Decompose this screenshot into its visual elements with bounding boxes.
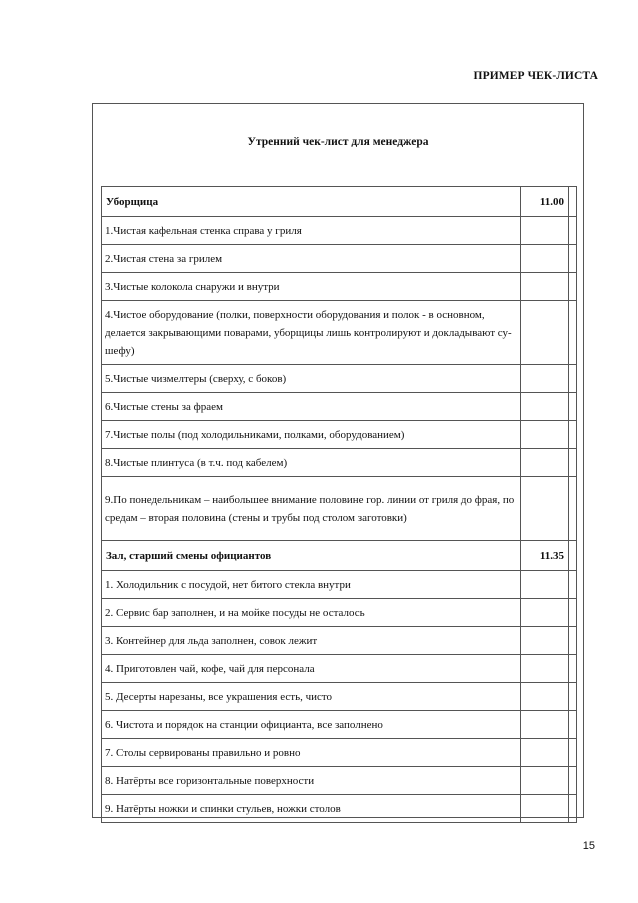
check-cell: [569, 739, 577, 767]
checklist-row: [102, 599, 577, 627]
check-cell: [569, 795, 577, 823]
mark-cell: [521, 393, 569, 421]
checklist-item: 1. Холодильник с посудой, нет битого стекла внутри: [102, 571, 521, 599]
section-row-hall: [102, 541, 577, 571]
checklist-row: [102, 627, 577, 655]
section-time: 11.00: [521, 187, 569, 217]
checklist-item: 2.Чистая стена за грилем: [102, 245, 521, 273]
check-cell: [569, 541, 577, 571]
mark-cell: [521, 683, 569, 711]
checklist-item: 9.По понедельникам – наибольшее внимание половине гор. линии от гриля до фрая, по средам – вторая половина (стены и трубы под столом заготовки): [102, 477, 521, 541]
checklist-row: [102, 767, 577, 795]
section-title: Зал, старший смены официантов: [102, 541, 521, 571]
mark-cell: [521, 599, 569, 627]
checklist-item: 5. Десерты нарезаны, все украшения есть, чисто: [102, 683, 521, 711]
check-cell: [569, 187, 577, 217]
checklist-card: [92, 103, 584, 818]
checklist-title: Утренний чек-лист для менеджера: [247, 136, 429, 148]
mark-cell: [521, 217, 569, 245]
section-time: 11.35: [521, 541, 569, 571]
check-cell: [569, 599, 577, 627]
mark-cell: [521, 365, 569, 393]
checklist-row: [102, 217, 577, 245]
checklist-row: [102, 365, 577, 393]
checklist-row: [102, 571, 577, 599]
mark-cell: [521, 739, 569, 767]
mark-cell: [521, 655, 569, 683]
check-cell: [569, 421, 577, 449]
check-cell: [569, 571, 577, 599]
checklist-item: 8.Чистые плинтуса (в т.ч. под кабелем): [102, 449, 521, 477]
check-cell: [569, 767, 577, 795]
checklist-row: [102, 795, 577, 823]
mark-cell: [521, 477, 569, 541]
checklist-item: 7. Столы сервированы правильно и ровно: [102, 739, 521, 767]
page-number: 15: [582, 840, 595, 852]
section-row-cleaner: [102, 187, 577, 217]
checklist-item: 1.Чистая кафельная стенка справа у гриля: [102, 217, 521, 245]
checklist-row: [102, 449, 577, 477]
checklist-row: [102, 393, 577, 421]
checklist-row: [102, 421, 577, 449]
checklist-row: [102, 739, 577, 767]
mark-cell: [521, 627, 569, 655]
check-cell: [569, 365, 577, 393]
checklist-item: 2. Сервис бар заполнен, и на мойке посуды не осталось: [102, 599, 521, 627]
checklist-item: 4. Приготовлен чай, кофе, чай для персонала: [102, 655, 521, 683]
mark-cell: [521, 245, 569, 273]
checklist-row: [102, 301, 577, 365]
check-cell: [569, 217, 577, 245]
checklist-item: 8. Натёрты все горизонтальные поверхности: [102, 767, 521, 795]
checklist-table: [101, 186, 577, 823]
checklist-row: [102, 711, 577, 739]
mark-cell: [521, 449, 569, 477]
checklist-item: 3.Чистые колокола снаружи и внутри: [102, 273, 521, 301]
check-cell: [569, 393, 577, 421]
mark-cell: [521, 711, 569, 739]
mark-cell: [521, 571, 569, 599]
checklist-row: [102, 273, 577, 301]
section-title: Уборщица: [102, 187, 521, 217]
mark-cell: [521, 421, 569, 449]
checklist-row: [102, 477, 577, 541]
check-cell: [569, 245, 577, 273]
check-cell: [569, 301, 577, 365]
checklist-item: 6.Чистые стены за фраем: [102, 393, 521, 421]
check-cell: [569, 655, 577, 683]
checklist-row: [102, 655, 577, 683]
check-cell: [569, 449, 577, 477]
mark-cell: [521, 273, 569, 301]
check-cell: [569, 477, 577, 541]
checklist-item: 9. Натёрты ножки и спинки стульев, ножки столов: [102, 795, 521, 823]
checklist-item: 4.Чистое оборудование (полки, поверхности оборудования и полок - в основном, делается закрывающими поварами, уборщицы лишь контролируют и докладывают су-шефу): [102, 301, 521, 365]
checklist-item: 7.Чистые полы (под холодильниками, полками, оборудованием): [102, 421, 521, 449]
mark-cell: [521, 795, 569, 823]
check-cell: [569, 711, 577, 739]
checklist-row: [102, 683, 577, 711]
mark-cell: [521, 767, 569, 795]
check-cell: [569, 627, 577, 655]
checklist-item: 6. Чистота и порядок на станции официанта, все заполнено: [102, 711, 521, 739]
mark-cell: [521, 301, 569, 365]
check-cell: [569, 273, 577, 301]
check-cell: [569, 683, 577, 711]
checklist-item: 3. Контейнер для льда заполнен, совок лежит: [102, 627, 521, 655]
checklist-row: [102, 245, 577, 273]
checklist-item: 5.Чистые чизмелтеры (сверху, с боков): [102, 365, 521, 393]
document-heading: ПРИМЕР ЧЕК-ЛИСТА: [473, 70, 598, 82]
